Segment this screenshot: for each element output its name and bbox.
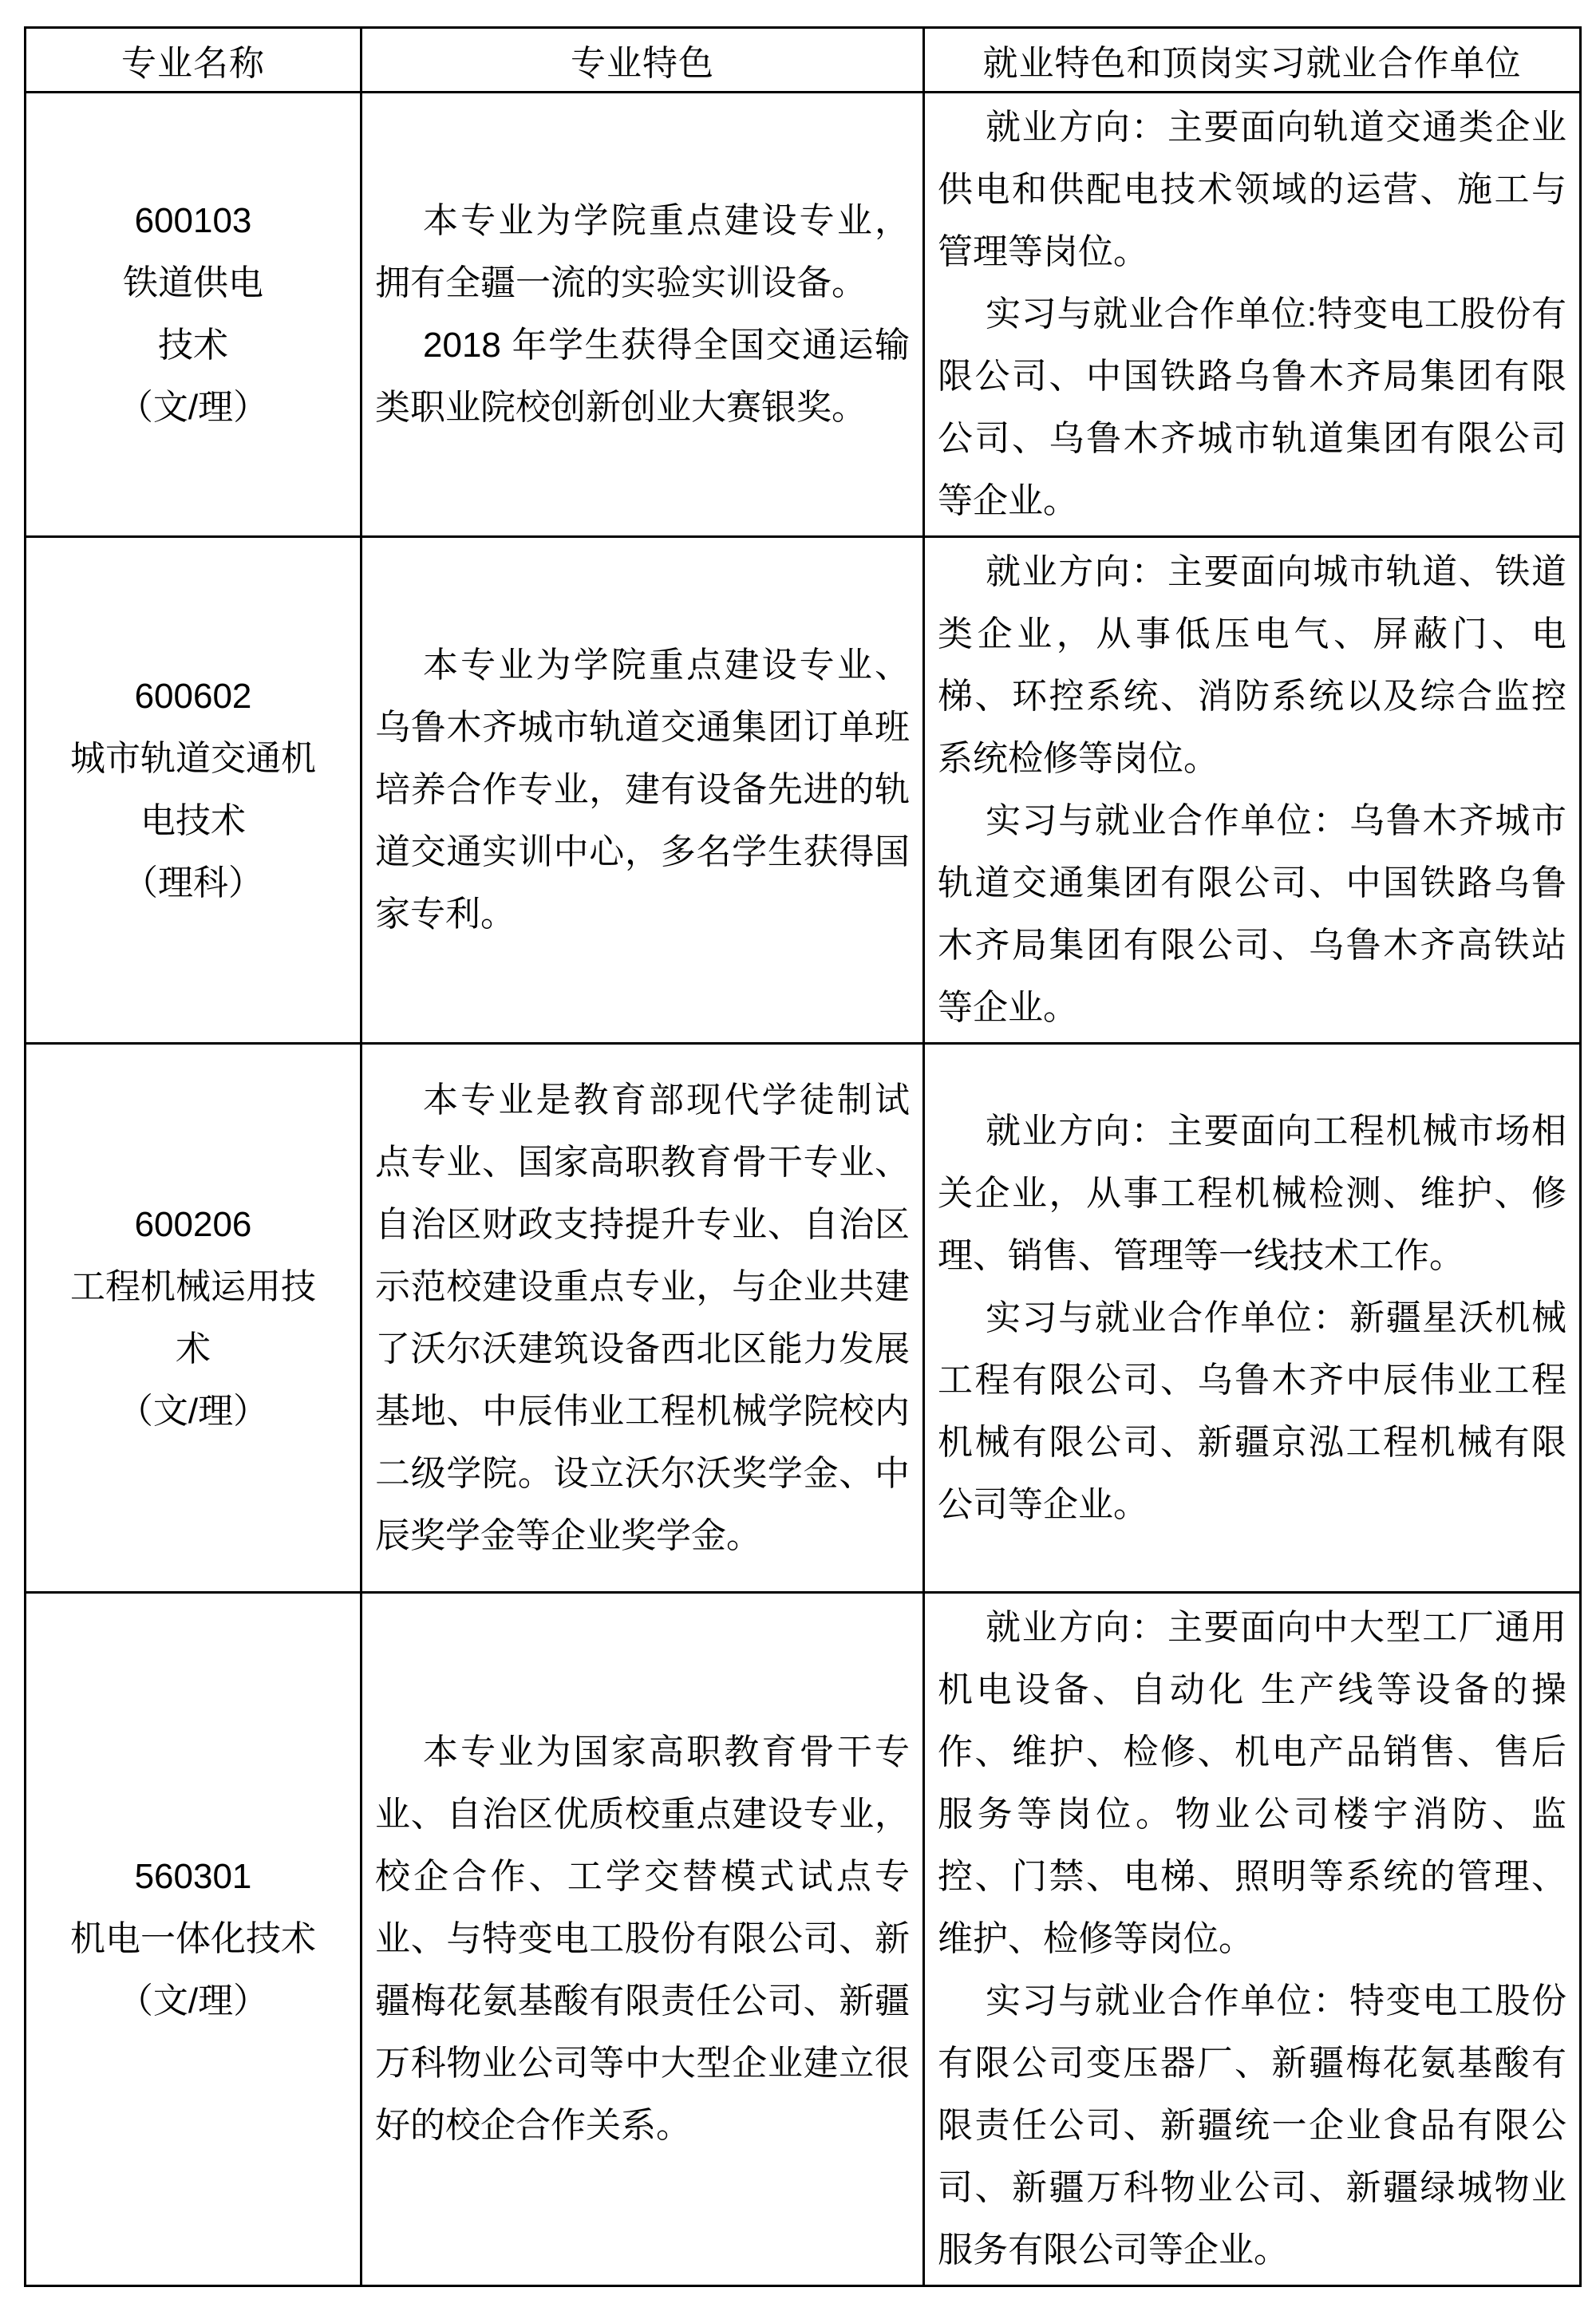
table-row bbox=[26, 1044, 1581, 1593]
major-code: 560301 bbox=[134, 1857, 252, 1896]
features-paragraph: 本专业为国家高职教育骨干专业、自治区优质校重点建设专业，校企合作、工学交替模式试点专业、与特变电工股份有限公司、新疆梅花氨基酸有限责任公司、新疆万科物业公司等中大型企业建立很好的校企合作关系。 bbox=[375, 1732, 910, 2145]
major-features-cell bbox=[361, 537, 924, 1044]
col-header-major-name: 专业名称 bbox=[26, 28, 361, 93]
major-name-line: 城市轨道交通机 bbox=[70, 739, 316, 778]
major-name-line: 电技术 bbox=[140, 801, 246, 840]
major-name-line: 技术 bbox=[158, 326, 228, 365]
major-features-cell bbox=[361, 93, 924, 537]
table-body bbox=[26, 93, 1581, 2286]
col-header-employment: 就业特色和顶岗实习就业合作单位 bbox=[924, 28, 1581, 93]
employment-partners-paragraph: 实习与就业合作单位：特变电工股份有限公司变压器厂、新疆梅花氨基酸有限责任公司、新疆统一企业食品有限公司、新疆万科物业公司、新疆绿城物业服务有限公司等企业。 bbox=[938, 1981, 1566, 2269]
major-features-cell bbox=[361, 1044, 924, 1593]
major-name-line: 铁道供电 bbox=[123, 263, 263, 302]
employment-partners-paragraph: 实习与就业合作单位:特变电工股份有限公司、中国铁路乌鲁木齐局集团有限公司、乌鲁木齐城市轨道集团有限公司等企业。 bbox=[938, 294, 1566, 520]
employment-cell bbox=[924, 93, 1581, 537]
employment-cell bbox=[924, 1044, 1581, 1593]
major-code: 600206 bbox=[134, 1204, 252, 1244]
employment-cell bbox=[924, 537, 1581, 1044]
document-sheet bbox=[24, 26, 1582, 2287]
major-name-cell bbox=[26, 1593, 361, 2286]
major-code: 600103 bbox=[134, 201, 252, 240]
table-header bbox=[26, 28, 1581, 93]
track-label: （文/理） bbox=[117, 1981, 269, 2021]
major-name-cell bbox=[26, 1044, 361, 1593]
track-label: （文/理） bbox=[117, 1391, 269, 1431]
major-name-cell bbox=[26, 93, 361, 537]
features-paragraph: 本专业是教育部现代学徒制试点专业、国家高职教育骨干专业、自治区财政支持提升专业、自治区示范校建设重点专业，与企业共建了沃尔沃建筑设备西北区能力发展基地、中辰伟业工程机械学院校内二级学院。设立沃尔沃奖学金、中辰奖学金等企业奖学金。 bbox=[375, 1080, 910, 1555]
header-row bbox=[26, 28, 1581, 93]
track-label: （文/理） bbox=[117, 388, 269, 427]
majors-table bbox=[24, 26, 1582, 2287]
table-row bbox=[26, 93, 1581, 537]
major-name-line: 术 bbox=[176, 1329, 211, 1369]
major-name-cell bbox=[26, 537, 361, 1044]
major-name-line: 机电一体化技术 bbox=[70, 1919, 316, 1958]
employment-direction-paragraph: 就业方向：主要面向轨道交通类企业供电和供配电技术领域的运营、施工与管理等岗位。 bbox=[938, 108, 1566, 271]
table-row bbox=[26, 537, 1581, 1044]
table-row bbox=[26, 1593, 1581, 2286]
features-paragraph: 2018 年学生获得全国交通运输类职业院校创新创业大赛银奖。 bbox=[375, 326, 910, 427]
major-features-cell bbox=[361, 1593, 924, 2286]
employment-direction-paragraph: 就业方向：主要面向工程机械市场相关企业，从事工程机械检测、维护、修理、销售、管理等一线技术工作。 bbox=[938, 1111, 1566, 1275]
employment-cell bbox=[924, 1593, 1581, 2286]
employment-partners-paragraph: 实习与就业合作单位：新疆星沃机械工程有限公司、乌鲁木齐中辰伟业工程机械有限公司、新疆京泓工程机械有限公司等企业。 bbox=[938, 1298, 1566, 1524]
employment-direction-paragraph: 就业方向：主要面向中大型工厂通用机电设备、自动化 生产线等设备的操作、维护、检修、机电产品销售、售后服务等岗位。物业公司楼宇消防、监控、门禁、电梯、照明等系统的管理、维护、检修等岗位。 bbox=[938, 1608, 1566, 1958]
major-name-line: 工程机械运用技 bbox=[70, 1266, 316, 1306]
track-label: （理科） bbox=[123, 863, 263, 903]
major-code: 600602 bbox=[134, 677, 252, 716]
employment-partners-paragraph: 实习与就业合作单位：乌鲁木齐城市轨道交通集团有限公司、中国铁路乌鲁木齐局集团有限公司、乌鲁木齐高铁站等企业。 bbox=[938, 801, 1566, 1027]
col-header-major-features: 专业特色 bbox=[361, 28, 924, 93]
features-paragraph: 本专业为学院重点建设专业、乌鲁木齐城市轨道交通集团订单班培养合作专业，建有设备先进的轨道交通实训中心，多名学生获得国家专利。 bbox=[375, 646, 910, 934]
features-paragraph: 本专业为学院重点建设专业，拥有全疆一流的实验实训设备。 bbox=[375, 201, 910, 302]
employment-direction-paragraph: 就业方向：主要面向城市轨道、铁道类企业，从事低压电气、屏蔽门、电梯、环控系统、消防系统以及综合监控系统检修等岗位。 bbox=[938, 552, 1566, 778]
